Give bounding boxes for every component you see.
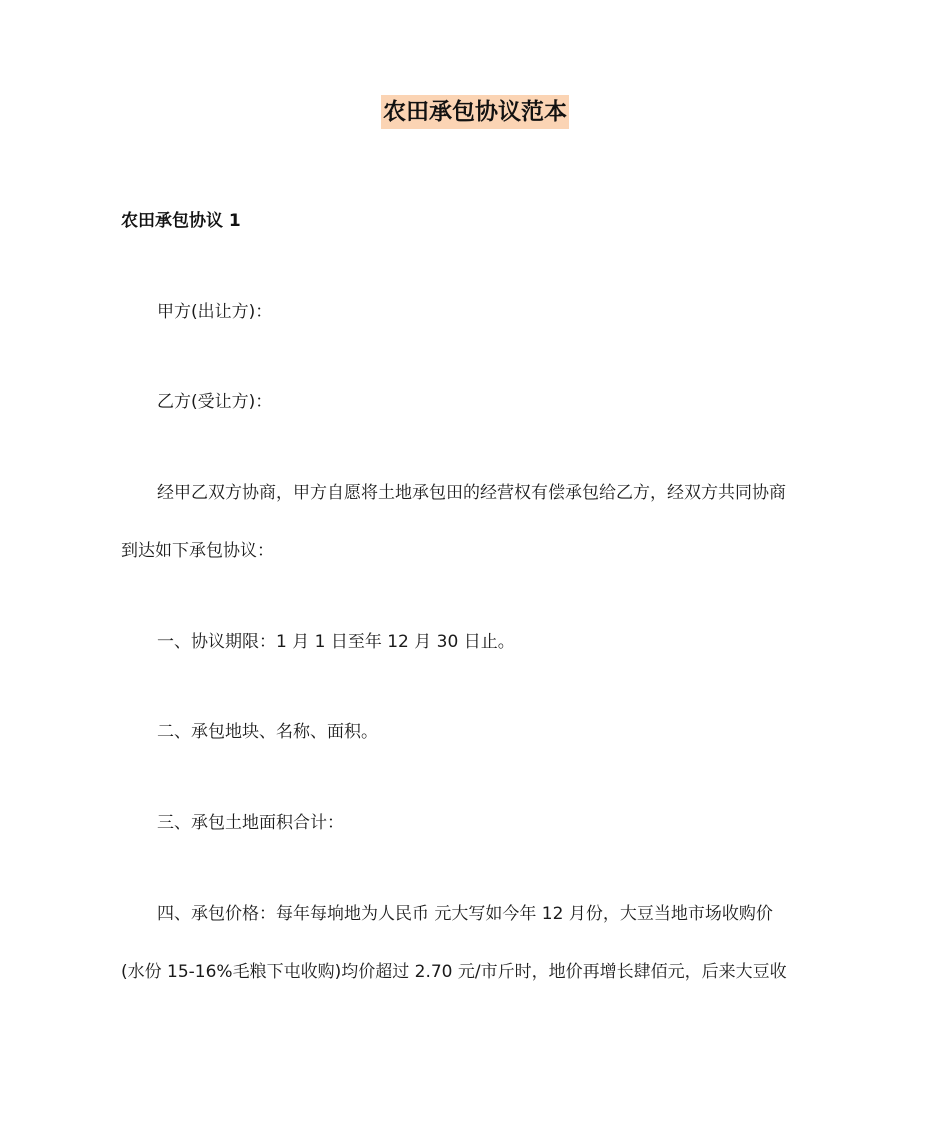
clause-plot-line: 二、承包地块、名称、面积。 [157,722,378,742]
party-a-line: 甲方(出让方)： [157,302,273,322]
intro-paragraph-line-2: 到达如下承包协议： [121,541,274,561]
clause-term-line: 一、协议期限：1 月 1 日至年 12 月 30 日止。 [157,632,515,652]
party-b-line: 乙方(受让方)： [157,392,273,412]
section-heading: 农田承包协议 1 [121,211,241,231]
intro-paragraph-line-1: 经甲乙双方协商，甲方自愿将土地承包田的经营权有偿承包给乙方，经双方共同协商 [157,483,786,503]
clause-price-line-2: (水份 15-16%毛粮下屯收购)均价超过 2.70 元/市斤时，地价再增长肆佰元，后来大豆收 [121,962,787,982]
clause-price-line-1: 四、承包价格：每年每垧地为人民币 元大写如今年 12 月份，大豆当地市场收购价 [157,904,773,924]
clause-area-line: 三、承包土地面积合计： [157,813,344,833]
document-title: 农田承包协议范本 [381,95,569,129]
title-container [0,95,950,129]
